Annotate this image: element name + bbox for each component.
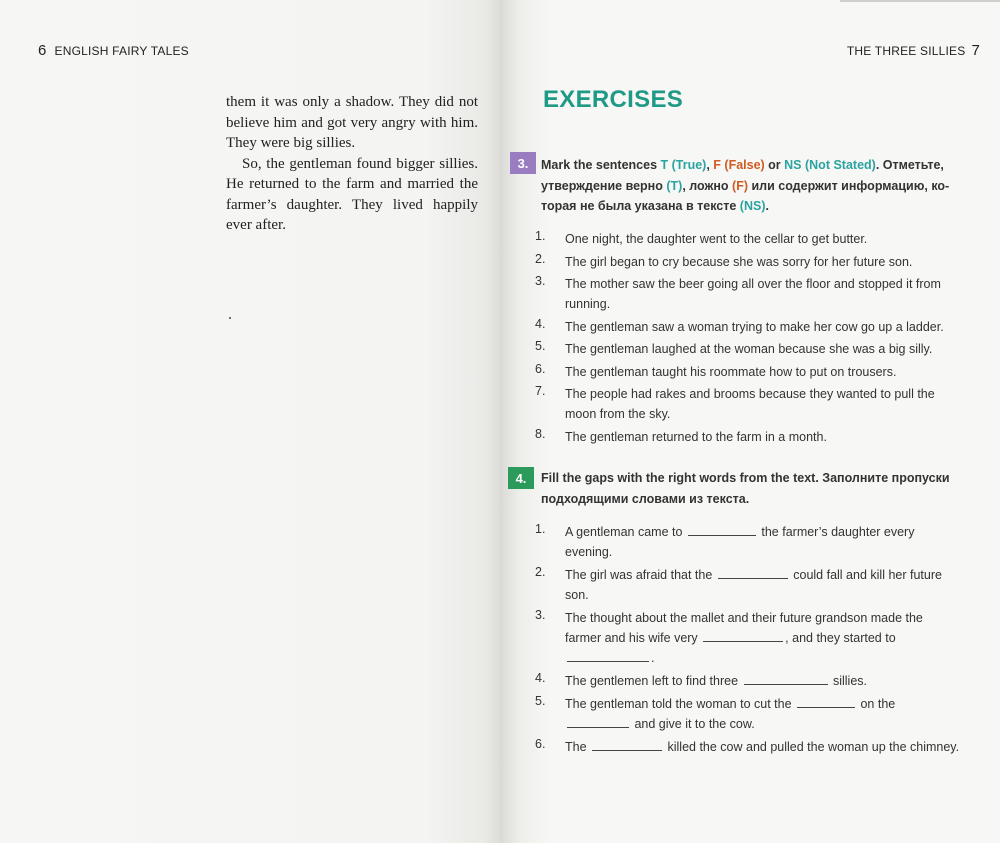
- item-number: 4.: [535, 316, 546, 331]
- list-item: [535, 384, 962, 424]
- item-number: 5.: [535, 694, 546, 708]
- item-number: 6.: [535, 737, 546, 751]
- item-number: 2.: [535, 251, 546, 266]
- item-text-part: A gentleman came to: [565, 525, 686, 539]
- true-label-ru: (T): [666, 178, 683, 193]
- item-text-part: The: [565, 740, 591, 754]
- item-text: The gentleman taught his roommate how to put on trousers.: [565, 364, 897, 379]
- false-label-ru: (F): [732, 178, 748, 193]
- item-number: 3.: [535, 608, 546, 622]
- item-text: The girl began to cry because she was sorry for her future son.: [565, 254, 913, 269]
- item-text: The gentleman saw a woman trying to make her cow go up a ladder.: [565, 319, 944, 334]
- list-item: [535, 274, 962, 314]
- answer-blank: [567, 650, 649, 662]
- right-running-head: [847, 42, 980, 59]
- list-item: [535, 339, 962, 359]
- list-item: [535, 522, 962, 562]
- story-paragraph: So, the gentleman found bigger sillies. He returned to the farm and married the farmer’s daughter. They lived happily ever after.: [226, 155, 478, 233]
- item-number: 3.: [535, 274, 546, 288]
- top-edge-rule: [840, 0, 1000, 2]
- answer-blank: [592, 739, 662, 751]
- item-text: [565, 565, 962, 605]
- item-number: 6.: [535, 361, 546, 376]
- item-text-part: The thought about the mallet and their future grandson made the farmer and his wife very: [565, 611, 923, 645]
- list-item: [535, 694, 962, 734]
- item-text: The mother saw the beer going all over the floor and stopped it from running.: [565, 277, 941, 311]
- left-page-number: 6: [38, 42, 47, 59]
- item-text: [565, 522, 962, 562]
- item-number: 1.: [535, 229, 546, 243]
- not-stated-label-ru: (NS): [739, 199, 766, 213]
- item-number: 8.: [535, 426, 546, 441]
- answer-blank: [688, 524, 756, 536]
- exercise-4-instruction: Fill the gaps with the right words from the text. Заполните пропуски подходящими словами из текста.: [541, 471, 950, 506]
- right-page-number: 7: [971, 42, 980, 59]
- answer-blank: [718, 567, 788, 579]
- item-number: 1.: [535, 522, 546, 536]
- item-text: One night, the daughter went to the cellar to get butter.: [565, 232, 868, 246]
- false-label: F (False): [713, 158, 765, 172]
- left-running-head-title: ENGLISH FAIRY TALES: [54, 44, 189, 58]
- list-item: [535, 317, 962, 337]
- item-text-part: , and they started to: [785, 631, 896, 645]
- item-text-part: killed the cow and pulled the woman up the chimney.: [664, 740, 960, 754]
- exercise-4-badge: 4.: [508, 467, 534, 489]
- right-running-head-title: THE THREE SILLIES: [846, 44, 966, 58]
- not-stated-label: NS (Not Stated): [784, 158, 876, 172]
- answer-blank: [567, 716, 629, 728]
- item-text-part: sillies.: [829, 674, 868, 688]
- story-text: [226, 92, 478, 236]
- item-text: [565, 608, 962, 668]
- exercise-3-badge: 3.: [510, 152, 536, 174]
- answer-blank: [703, 630, 783, 642]
- item-text-part: The gentleman told the woman to cut the: [565, 697, 795, 711]
- list-item: [535, 427, 962, 447]
- true-label: T (True): [660, 158, 707, 172]
- answer-blank: [744, 673, 828, 685]
- left-running-head: [38, 42, 189, 59]
- stray-dot: [229, 317, 231, 319]
- item-text: The people had rakes and brooms because they wanted to pull the moon from the sky.: [565, 387, 935, 421]
- item-text-part: on the: [857, 697, 896, 711]
- exercise-4-list: [535, 522, 962, 760]
- answer-blank: [797, 696, 855, 708]
- item-number: 4.: [535, 671, 546, 685]
- instruction-text: или содержит информацию, которая не была указана в тексте: [541, 178, 950, 213]
- item-number: 2.: [535, 565, 546, 579]
- instruction-text: or: [764, 158, 785, 172]
- item-text: [565, 671, 962, 691]
- item-number: 5.: [535, 339, 546, 353]
- item-text: [565, 737, 962, 757]
- item-text-part: could fall and kill her future son.: [565, 568, 942, 602]
- list-item: [535, 737, 962, 757]
- item-text-part: the farmer’s daughter every evening.: [565, 525, 915, 559]
- instruction-text: Mark the sentences: [541, 158, 661, 172]
- instruction-text: , ложно: [682, 178, 733, 193]
- list-item: [535, 229, 962, 249]
- exercise-3-instruction: [541, 155, 963, 217]
- list-item: [535, 671, 962, 691]
- item-text: [565, 694, 962, 734]
- item-number: 7.: [535, 384, 546, 398]
- instruction-text: ,: [706, 158, 714, 172]
- story-paragraph: them it was only a shadow. They did not believe him and got very angry with him. They were big sillies.: [226, 94, 478, 151]
- list-item: [535, 362, 962, 382]
- item-text-part: and give it to the cow.: [631, 717, 755, 731]
- list-item: [535, 565, 962, 605]
- item-text: The gentleman laughed at the woman because she was a big silly.: [565, 342, 933, 356]
- instruction-text: . Отметьте, утверждение верно: [541, 158, 944, 193]
- item-text-part: The girl was afraid that the: [565, 568, 716, 582]
- instruction-text: .: [765, 199, 769, 213]
- list-item: [535, 608, 962, 668]
- item-text: The gentleman returned to the farm in a month.: [565, 429, 827, 444]
- item-text-part: The gentlemen left to find three: [565, 674, 742, 688]
- section-title: EXERCISES: [543, 86, 684, 113]
- item-text-part: .: [651, 651, 655, 665]
- list-item: [535, 252, 962, 272]
- exercise-3-list: [535, 229, 962, 449]
